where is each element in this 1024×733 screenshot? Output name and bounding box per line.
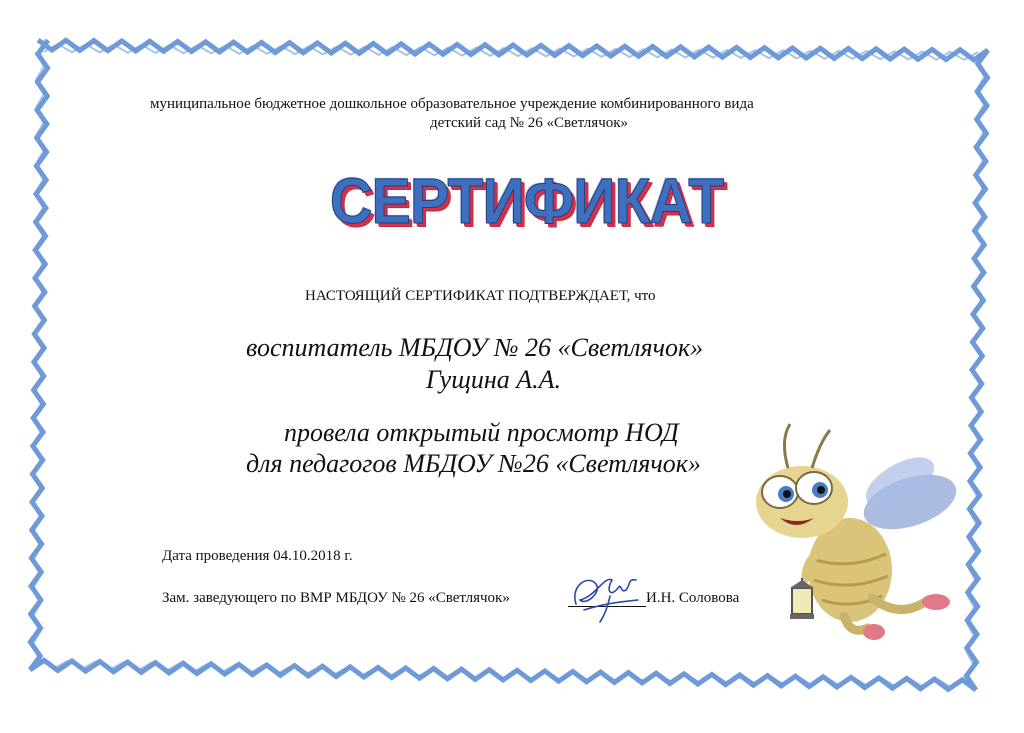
event-date (162, 548, 353, 565)
organization-line-2: детский сад № 26 «Светлячок» (430, 115, 629, 131)
firefly-mascot-icon (740, 420, 970, 660)
date-value: 04.10.2018 г. (273, 548, 353, 564)
signatory-role: Зам. заведующего по ВМР МБДОУ № 26 «Светлячок» (162, 590, 510, 606)
border-zigzag-segment (30, 660, 976, 690)
organization-line-1: муниципальное бюджетное дошкольное образовательное учреждение комбинированного вида (150, 96, 754, 112)
date-label: Дата проведения (162, 548, 270, 564)
certificate-title: СЕРТИФИКАТ (330, 165, 724, 237)
achievement-line-2: для педагогов МБДОУ №26 «Светлячок» (246, 449, 701, 478)
confirm-text: НАСТОЯЩИЙ СЕРТИФИКАТ ПОДТВЕРЖДАЕТ, что (305, 288, 656, 304)
border-zigzag-segment (38, 40, 988, 60)
recipient-position: воспитатель МБДОУ № 26 «Светлячок» (246, 333, 704, 362)
border-zigzag-segment (40, 660, 966, 688)
recipient-name: Гущина А.А. (426, 365, 562, 394)
handwritten-signature (566, 566, 646, 626)
achievement-line-1: провела открытый просмотр НОД (284, 418, 679, 447)
signatory-name: И.Н. Соловова (646, 590, 740, 606)
